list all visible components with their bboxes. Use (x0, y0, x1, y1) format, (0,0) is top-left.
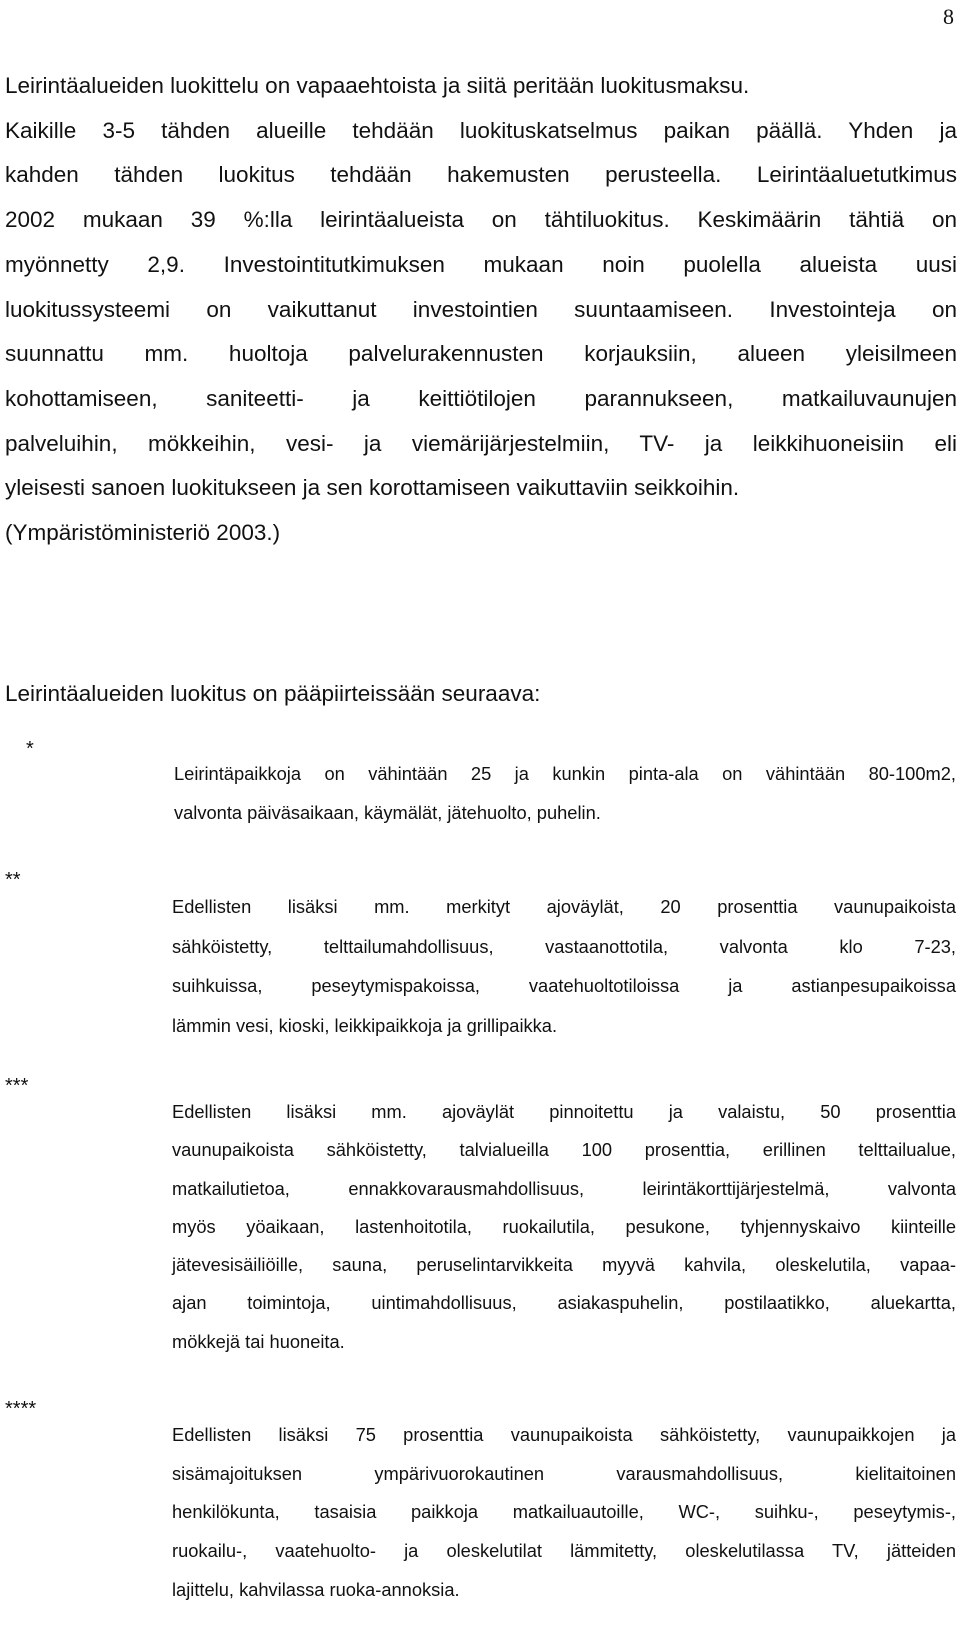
intro-line: kahden tähden luokitus tehdään hakemusten perusteella. Leirintäaluetutkimus (5, 162, 957, 188)
class-description (174, 754, 956, 832)
class-description (172, 1416, 956, 1610)
intro-line: kohottamiseen, saniteetti- ja keittiötilojen parannukseen, matkailuvaunujen (5, 385, 957, 411)
class-stars: *** (5, 1075, 29, 1097)
class-line: mökkejä tai huoneita. (172, 1330, 345, 1352)
class-description (172, 887, 956, 1045)
class-line: suihkuissa, peseytymispakoissa, vaatehuoltotiloissa ja astianpesupaikoissa (172, 975, 956, 996)
class-stars: * (26, 738, 34, 760)
section-heading: Leirintäalueiden luokitus on pääpiirteissään seuraava: (5, 681, 541, 706)
class-line: henkilökunta, tasaisia paikkoja matkailuautoille, WC-, suihku-, peseytymis-, (172, 1501, 956, 1523)
intro-line: yleisesti sanoen luokitukseen ja sen korottamiseen vaikuttaviin seikkoihin. (5, 475, 740, 501)
class-line: sisämajoituksen ympärivuorokautinen varausmahdollisuus, kielitaitoinen (172, 1462, 956, 1484)
class-line: sähköistetty, telttailumahdollisuus, vastaanottotila, valvonta klo 7-23, (172, 935, 956, 957)
class-line: Edellisten lisäksi 75 prosenttia vaunupaikoista sähköistetty, vaunupaikkojen ja (172, 1424, 956, 1445)
intro-line: palveluihin, mökkeihin, vesi- ja viemärijärjestelmiin, TV- ja leikkihuoneisiin eli (5, 430, 957, 456)
class-stars: ** (5, 869, 21, 891)
class-line: matkailutietoa, ennakkovarausmahdollisuus, leirintäkorttijärjestelmä, valvonta (172, 1177, 956, 1199)
intro-line: Kaikille 3-5 tähden alueille tehdään luokituskatselmus paikan päällä. Yhden ja (5, 117, 957, 143)
intro-paragraph (5, 64, 957, 556)
class-line: vaunupaikoista sähköistetty, talvialueilla 100 prosenttia, erillinen telttailualue, (172, 1139, 956, 1161)
intro-line: 2002 mukaan 39 %:lla leirintäalueista on tähtiluokitus. Keskimäärin tähtiä on (5, 207, 957, 233)
class-line: lajittelu, kahvilassa ruoka-annoksia. (172, 1578, 460, 1600)
intro-line: luokitussysteemi on vaikuttanut investointien suuntaamiseen. Investointeja on (5, 296, 957, 322)
class-line: lämmin vesi, kioski, leikkipaikkoja ja grillipaikka. (172, 1014, 558, 1036)
class-line: myös yöaikaan, lastenhoitotila, ruokailutila, pesukone, tyhjennyskaivo kiinteille (172, 1215, 956, 1237)
intro-line: suunnattu mm. huoltoja palvelurakennusten korjauksiin, alueen yleisilmeen (5, 341, 957, 367)
class-stars: **** (5, 1398, 37, 1420)
intro-line: (Ympäristöministeriö 2003.) (5, 520, 281, 546)
page-number: 8 (943, 4, 954, 29)
class-line: Edellisten lisäksi mm. ajoväylät pinnoitettu ja valaistu, 50 prosenttia (172, 1101, 956, 1122)
class-line: ruokailu-, vaatehuolto- ja oleskelutilat lämmitetty, oleskelutilassa TV, jätteiden (172, 1540, 956, 1562)
class-line: jätevesisäiliöille, sauna, peruselintarvikkeita myyvä kahvila, oleskelutila, vapaa- (172, 1254, 956, 1276)
class-line: Leirintäpaikkoja on vähintään 25 ja kunkin pinta-ala on vähintään 80-100m2, (174, 763, 956, 784)
class-line: valvonta päiväsaikaan, käymälät, jätehuolto, puhelin. (174, 802, 601, 823)
class-description (172, 1093, 956, 1361)
intro-line: Leirintäalueiden luokittelu on vapaaehtoista ja siitä peritään luokitusmaksu. (5, 73, 750, 98)
class-line: ajan toimintoja, uintimahdollisuus, asiakaspuhelin, postilaatikko, aluekartta, (172, 1292, 956, 1314)
class-line: Edellisten lisäksi mm. merkityt ajoväylät, 20 prosenttia vaunupaikoista (172, 896, 956, 917)
intro-line: myönnetty 2,9. Investointitutkimuksen mukaan noin puolella alueista uusi (5, 251, 957, 277)
